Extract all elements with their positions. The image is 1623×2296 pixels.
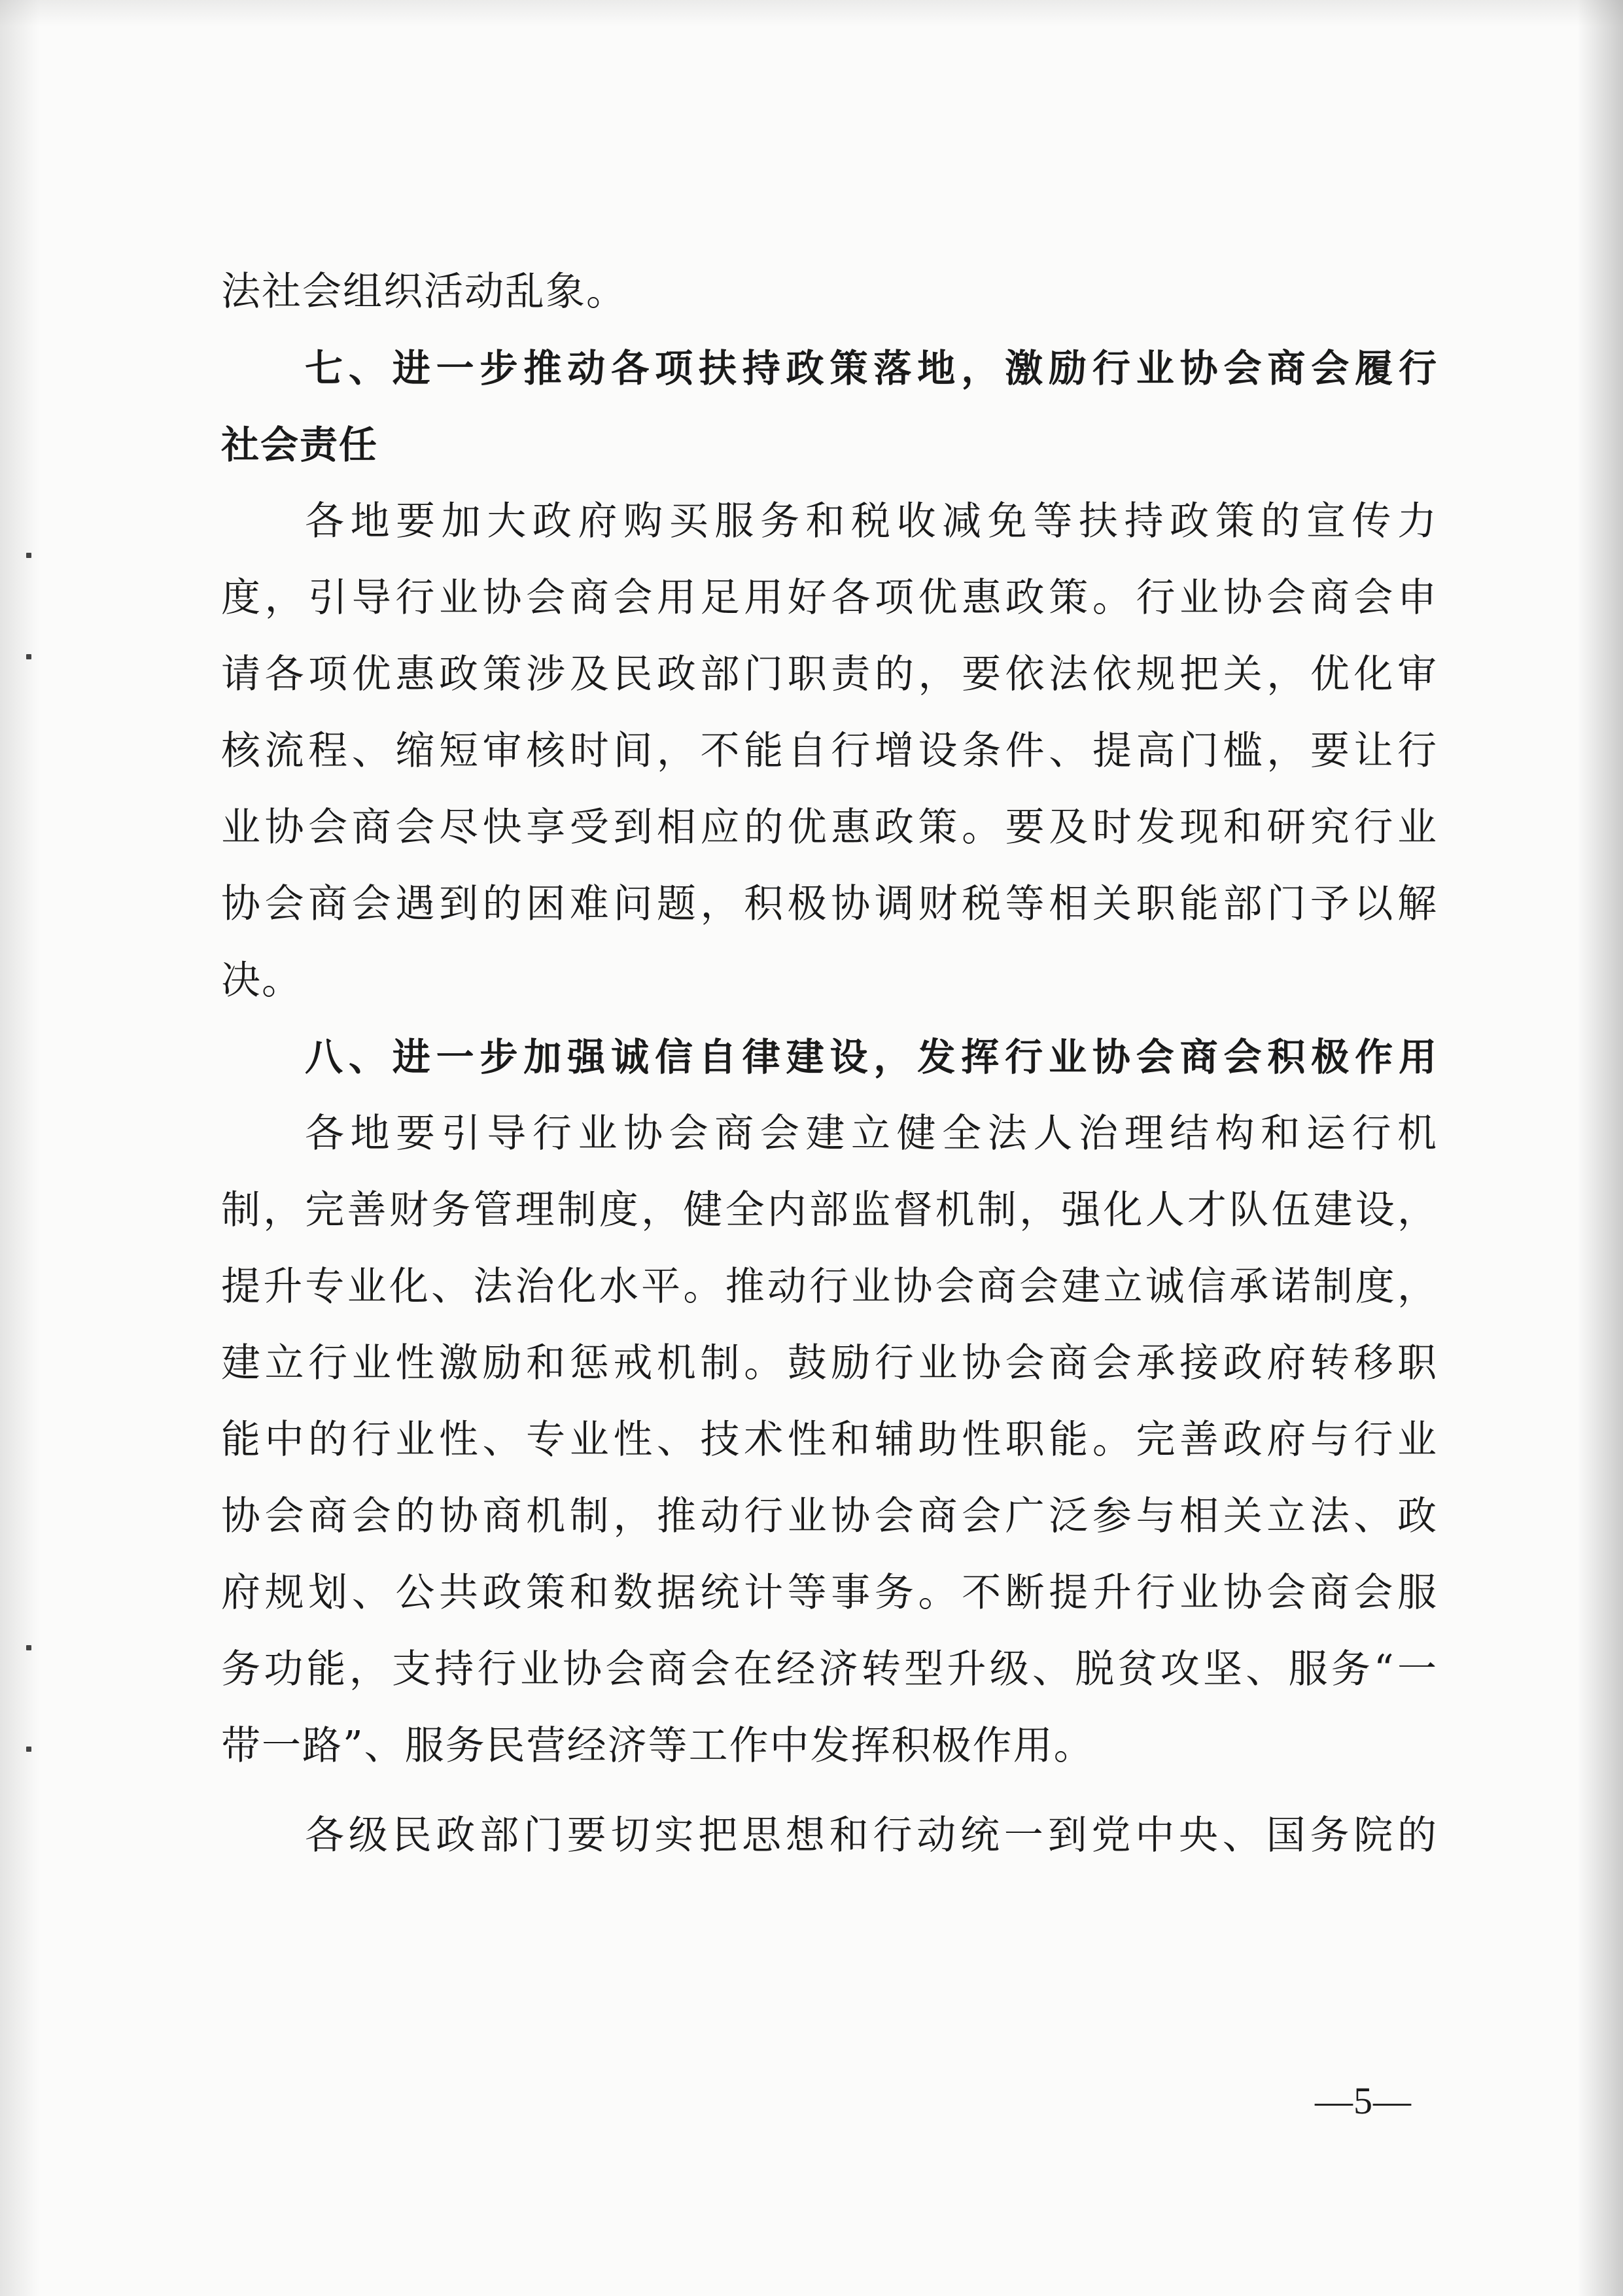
text-line: 法社会组织活动乱象。 (221, 269, 627, 315)
paragraph-line: 府规划、公共政策和数据统计等事务。不断提升行业协会商会服 (221, 1570, 1438, 1616)
paragraph-line: 各级民政部门要切实把思想和行动统一到党中央、国务院的 (305, 1813, 1438, 1858)
paragraph-line: 各地要引导行业协会商会建立健全法人治理结构和运行机 (305, 1111, 1438, 1157)
scan-shadow-right (1577, 0, 1623, 2296)
section-heading-seven-line-1: 七、进一步推动各项扶持政策落地，激励行业协会商会履行 (305, 346, 1438, 391)
paragraph-line: 协会商会的协商机制，推动行业协会商会广泛参与相关立法、政 (221, 1493, 1438, 1539)
paragraph-line: 建立行业性激励和惩戒机制。鼓励行业协会商会承接政府转移职 (221, 1340, 1438, 1386)
document-body (221, 254, 1438, 1874)
paragraph-line: 提升专业化、法治化水平。推动行业协会商会建立诚信承诺制度， (221, 1264, 1438, 1310)
scan-shadow-top (0, 0, 1623, 26)
paragraph-line: 核流程、缩短审核时间，不能自行增设条件、提高门槛，要让行 (221, 728, 1438, 774)
paragraph-line: 制，完善财务管理制度，健全内部监督机制，强化人才队伍建设， (221, 1187, 1438, 1233)
scan-shadow-left (0, 0, 39, 2296)
binding-hole-mark (26, 1645, 31, 1650)
paragraph-line: 协会商会遇到的困难问题，积极协调财税等相关职能部门予以解 (221, 881, 1438, 927)
page-number: —5— (1315, 2079, 1412, 2122)
paragraph-line: 带一路”、服务民营经济等工作中发挥积极作用。 (221, 1723, 1094, 1769)
binding-hole-mark (26, 553, 31, 558)
section-heading-eight: 八、进一步加强诚信自律建设，发挥行业协会商会积极作用 (305, 1035, 1438, 1079)
paragraph-line: 业协会商会尽快享受到相应的优惠政策。要及时发现和研究行业 (221, 805, 1438, 850)
section-heading-seven-line-2: 社会责任 (221, 423, 379, 467)
paragraph-line: 度，引导行业协会商会用足用好各项优惠政策。行业协会商会申 (221, 575, 1438, 621)
binding-hole-mark (26, 1747, 31, 1752)
paragraph-line: 请各项优惠政策涉及民政部门职责的，要依法依规把关，优化审 (221, 652, 1438, 697)
paragraph-line: 务功能，支持行业协会商会在经济转型升级、脱贫攻坚、服务“一 (221, 1646, 1438, 1692)
binding-hole-mark (26, 654, 31, 659)
paragraph-line: 各地要加大政府购买服务和税收减免等扶持政策的宣传力 (305, 498, 1438, 544)
paragraph-line: 能中的行业性、专业性、技术性和辅助性职能。完善政府与行业 (221, 1417, 1438, 1463)
paragraph-line: 决。 (221, 958, 302, 1003)
